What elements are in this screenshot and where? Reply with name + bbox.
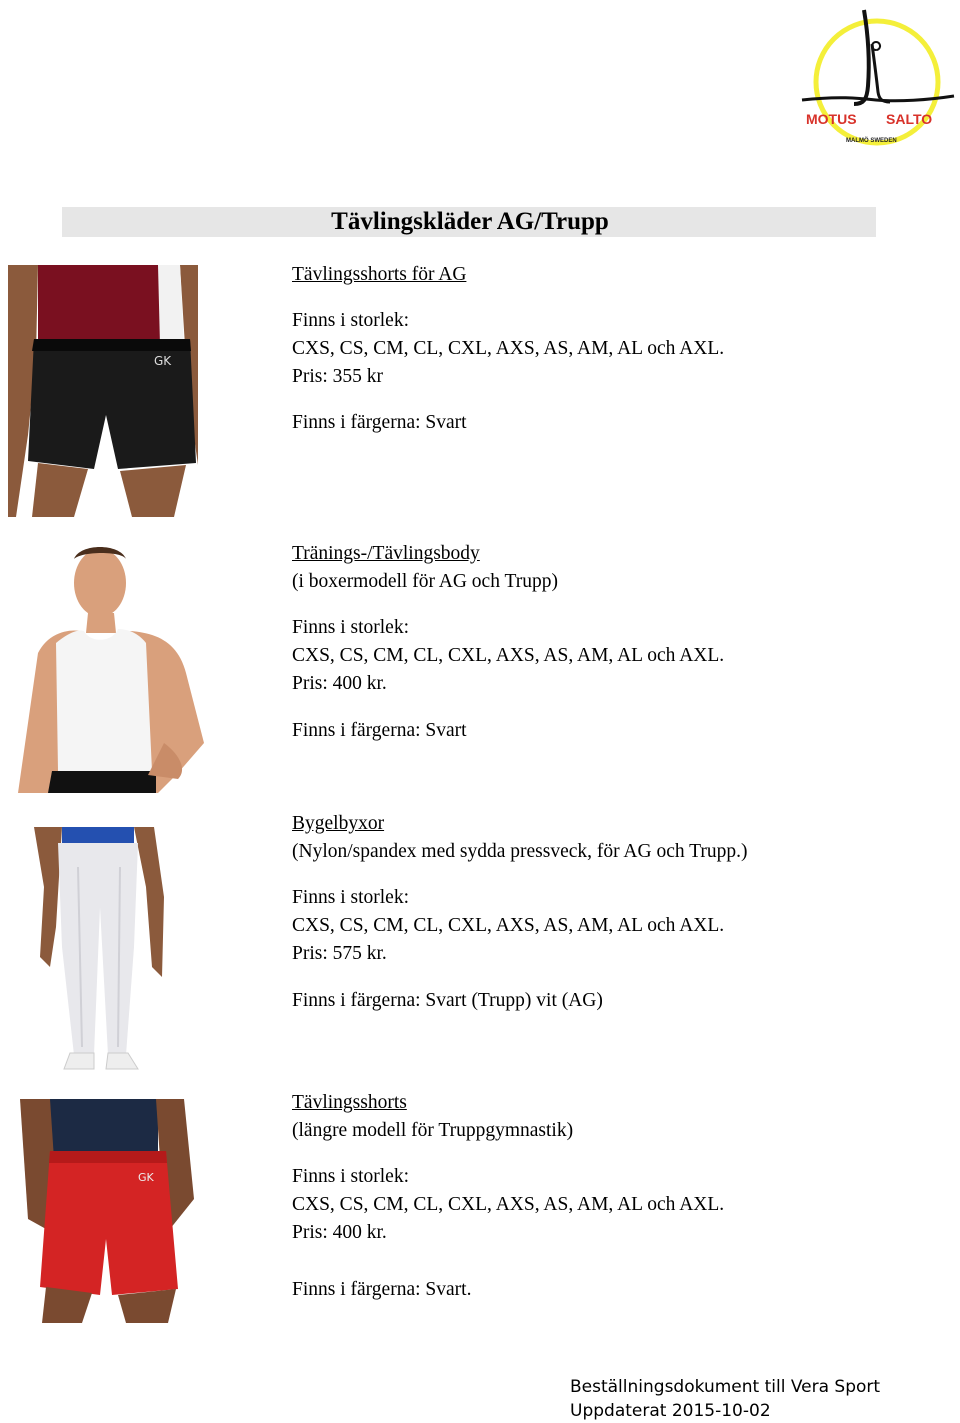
product-name: Tränings-/Tävlingsbody: [292, 543, 480, 564]
colors: Finns i färgerna: Svart.: [292, 1279, 472, 1300]
price: Pris: 400 kr.: [292, 1222, 387, 1243]
colors: Finns i färgerna: Svart: [292, 720, 467, 741]
sizes-list: CXS, CS, CM, CL, CXL, AXS, AS, AM, AL och AXL.: [292, 338, 725, 359]
product-name: Tävlingsshorts: [292, 1092, 407, 1113]
sizes-label: Finns i storlek:: [292, 887, 410, 908]
sizes-list: CXS, CS, CM, CL, CXL, AXS, AS, AM, AL och AXL.: [292, 1194, 725, 1215]
sizes-list: CXS, CS, CM, CL, CXL, AXS, AS, AM, AL och AXL.: [292, 915, 725, 936]
logo-text-left: MOTUS: [806, 111, 857, 127]
product-subtitle: (Nylon/spandex med sydda pressveck, för AG och Trupp.): [292, 841, 748, 862]
svg-text:GK: GK: [154, 354, 172, 368]
footer-document-name: Beställningsdokument till Vera Sport: [570, 1377, 881, 1397]
footer-updated-date: Uppdaterat 2015-10-02: [570, 1401, 771, 1421]
page-title: Tävlingskläder AG/Trupp: [331, 208, 609, 235]
product-name: Bygelbyxor: [292, 813, 385, 834]
club-logo: [798, 4, 958, 154]
product-name: Tävlingsshorts för AG: [292, 264, 467, 285]
product-image-training-body: [18, 543, 204, 793]
product-image-competition-shorts-ag: [8, 265, 198, 517]
svg-text:GK: GK: [138, 1171, 154, 1184]
footer: [570, 1375, 880, 1423]
product-subtitle: (i boxermodell för AG och Trupp): [292, 571, 558, 592]
price: Pris: 400 kr.: [292, 673, 387, 694]
product-image-gymnastics-pants: [34, 827, 168, 1075]
colors: Finns i färgerna: Svart (Trupp) vit (AG): [292, 990, 603, 1011]
price: Pris: 575 kr.: [292, 943, 387, 964]
logo-text-right: SALTO: [886, 111, 933, 127]
sizes-label: Finns i storlek:: [292, 310, 410, 331]
product-subtitle: (längre modell för Truppgymnastik): [292, 1120, 574, 1141]
price: Pris: 355 kr: [292, 366, 384, 387]
product-image-competition-shorts-trupp: [20, 1099, 194, 1323]
title-bar: [62, 207, 876, 237]
sizes-label: Finns i storlek:: [292, 1166, 410, 1187]
sizes-list: CXS, CS, CM, CL, CXL, AXS, AS, AM, AL och AXL.: [292, 645, 725, 666]
colors: Finns i färgerna: Svart: [292, 412, 467, 433]
sizes-label: Finns i storlek:: [292, 617, 410, 638]
logo-subtext: MALMÖ SWEDEN: [846, 138, 897, 144]
